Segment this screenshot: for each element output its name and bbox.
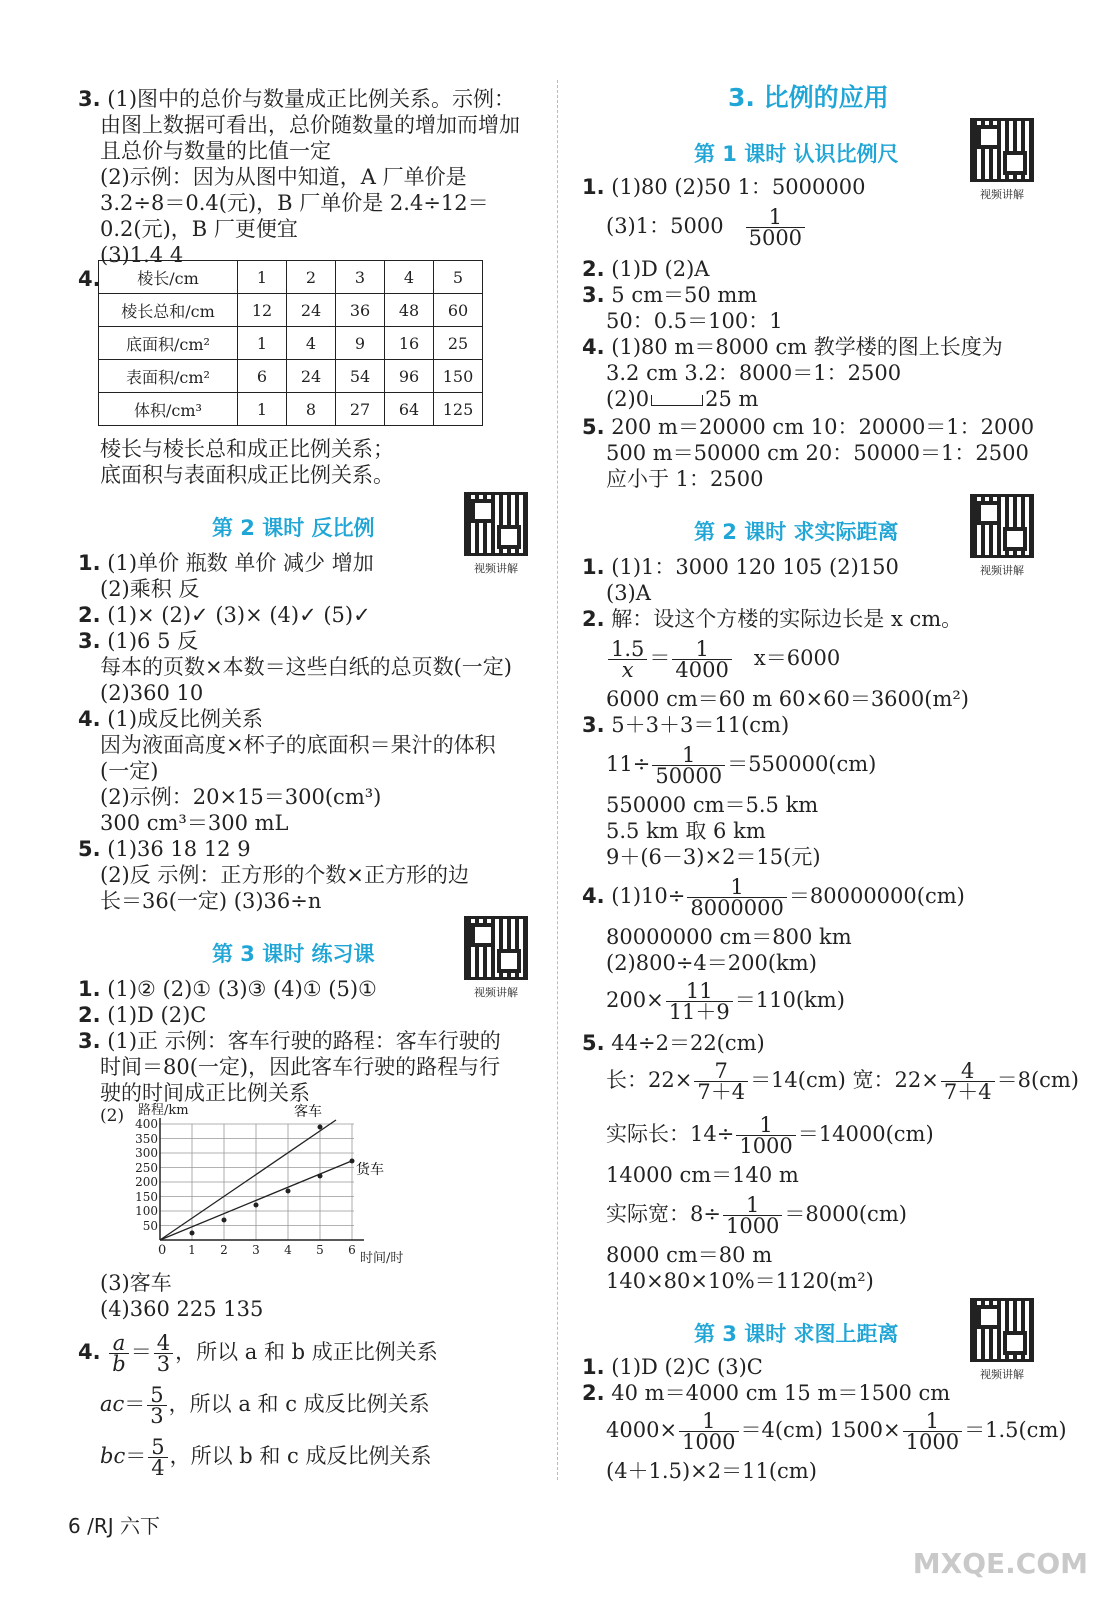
distance-time-chart: [128, 1100, 428, 1270]
section-heading-practice: 第 3 课时 练习课: [212, 942, 375, 966]
s3-a3b: 时间＝80(一定)，因此客车行驶的路程与行: [100, 1055, 501, 1079]
section-heading-inverse-proportion: 第 2 课时 反比例: [212, 516, 375, 540]
svg-text:200: 200: [135, 1175, 158, 1189]
s3-a4-line1: 4. $\frac{a}{b}$ ＝ $\frac{4}{3}$ ，所以 a 和 b 成正比例关系: [78, 1331, 438, 1376]
r1-a5b: 500 m＝50000 cm 20：50000＝1：2500: [606, 441, 1029, 465]
r2-a5: 5. 44÷2＝22(cm): [582, 1031, 765, 1055]
r3-a2d: (4＋1.5)×2＝11(cm): [606, 1459, 817, 1483]
r1-a3b: 50：0.5＝100：1: [606, 309, 783, 333]
s2-a1b: (2)乘积 反: [100, 577, 200, 601]
r2-a5h: 140×80×10%＝1120(m²): [606, 1269, 874, 1293]
s2-a3b: 每本的页数×本数＝这些白纸的总页数(一定): [100, 655, 512, 679]
r3-a2b: 4000× $\frac{1}{1000}$ ＝4(cm) 1500× $\frac{1}{1000}$ ＝1.5(cm): [606, 1409, 1067, 1454]
watermark: MXQE.COM: [912, 1547, 1088, 1580]
q3-line5: 3.2÷8＝0.4(元)，B 厂单价是 2.4÷12＝: [100, 191, 489, 215]
r1-a3: 3. 5 cm＝50 mm: [582, 283, 758, 307]
q4-note1: 棱长与棱长总和成正比例关系；: [100, 437, 394, 461]
r2-a3e: 9＋(6－3)×2＝15(元): [606, 845, 821, 869]
qr-code-icon[interactable]: [970, 118, 1034, 182]
svg-text:时间/时: 时间/时: [360, 1251, 404, 1266]
s2-a4e: 300 cm³＝300 mL: [100, 811, 289, 835]
r2-a5d: 实际长：14÷ $\frac{1}{1000}$ ＝14000(cm): [606, 1113, 934, 1158]
qr-code-icon[interactable]: [464, 492, 528, 556]
q3-line4: (2)示例：因为从图中知道，A 厂单价是: [100, 165, 467, 189]
svg-text:5: 5: [316, 1243, 324, 1257]
scale-bar: [651, 395, 703, 406]
svg-text:250: 250: [135, 1161, 158, 1175]
svg-text:100: 100: [135, 1204, 158, 1218]
s3-a1: 1. (1)② (2)① (3)③ (4)① (5)①: [78, 977, 377, 1001]
page-footer: 6 /RJ 六下: [68, 1514, 160, 1538]
q3-line2: 由图上数据可看出，总价随数量的增加而增加: [100, 113, 520, 137]
s3-a3e: (3)客车: [100, 1271, 172, 1295]
r1-a1: 1. (1)80 (2)50 1：5000000: [582, 175, 866, 199]
s3-a3f: (4)360 225 135: [100, 1297, 264, 1321]
svg-text:货车: 货车: [356, 1162, 384, 1178]
r2-a2: 2. 解：设这个方楼的实际边长是 x cm。: [582, 607, 963, 631]
r1-a4c: (2)0 25 m: [606, 387, 759, 411]
r2-a5e: 14000 cm＝140 m: [606, 1163, 799, 1187]
r1-a4: 4. (1)80 m＝8000 cm 教学楼的图上长度为: [582, 335, 1003, 359]
qr-code-icon[interactable]: [464, 916, 528, 980]
s3-a4-line3: bc＝ $\frac{5}{4}$ ，所以 b 和 c 成反比例关系: [100, 1435, 432, 1480]
chapter-title: 3. 比例的应用: [728, 83, 889, 112]
svg-text:3: 3: [252, 1243, 260, 1257]
q3-line6: 0.2(元)，B 厂更便宜: [100, 217, 298, 241]
r1-a4b: 3.2 cm 3.2：8000＝1：2500: [606, 361, 902, 385]
r2-a1b: (3)A: [606, 581, 651, 605]
s2-a1: 1. (1)单价 瓶数 单价 减少 增加: [78, 551, 374, 575]
r2-a4d: 200× $\frac{11}{11+9}$ ＝110(km): [606, 979, 845, 1024]
qr-label: 视频讲解: [474, 562, 518, 575]
s3-a3d: (2): [100, 1106, 125, 1126]
svg-text:300: 300: [135, 1146, 158, 1160]
s2-a2: 2. (1)× (2)✓ (3)× (4)✓ (5)✓: [78, 603, 371, 627]
svg-text:路程/km: 路程/km: [138, 1103, 189, 1118]
s2-a5b: (2)反 示例：正方形的个数×正方形的边: [100, 863, 470, 887]
section-heading-actual-distance: 第 2 课时 求实际距离: [694, 520, 899, 544]
cube-table: 棱长/cm 1 2 3 4 5 棱长总和/cm 12 24 36 48 60 底面积/cm² 1 4 9 16 25 表面积/cm² 6 24 54 96 150 体积/cm³ 1 8 27 64 125: [98, 260, 483, 426]
r3-a1: 1. (1)D (2)C (3)C: [582, 1355, 763, 1379]
svg-text:客车: 客车: [294, 1104, 322, 1120]
section-heading-scale: 第 1 课时 认识比例尺: [694, 142, 899, 166]
q3-line1: 3. (1)图中的总价与数量成正比例关系。示例：: [78, 87, 516, 111]
qr-code-icon[interactable]: [970, 494, 1034, 558]
s2-a5: 5. (1)36 18 12 9: [78, 837, 251, 861]
column-divider: [557, 80, 558, 1480]
svg-text:400: 400: [135, 1117, 158, 1131]
r2-a3d: 5.5 km 取 6 km: [606, 819, 766, 843]
r2-a4c: (2)800÷4＝200(km): [606, 951, 817, 975]
s3-a2: 2. (1)D (2)C: [78, 1003, 207, 1027]
r2-a3b: 11÷ $\frac{1}{50000}$ ＝550000(cm): [606, 743, 877, 788]
svg-text:1: 1: [188, 1243, 196, 1257]
r2-a4: 4. (1)10÷ $\frac{1}{8000000}$ ＝80000000(cm): [582, 875, 965, 920]
q3-line3: 且总价与数量的比值一定: [100, 139, 331, 163]
svg-text:6: 6: [348, 1243, 356, 1257]
s2-a4c: (一定): [100, 759, 159, 783]
r2-a4b: 80000000 cm＝800 km: [606, 925, 852, 949]
qr-label: 视频讲解: [474, 986, 518, 999]
r2-a5g: 8000 cm＝80 m: [606, 1243, 773, 1267]
s2-a4: 4. (1)成反比例关系: [78, 707, 264, 731]
s3-a3c: 驶的时间成正比例关系: [100, 1081, 310, 1105]
r2-a5f: 实际宽：8÷ $\frac{1}{1000}$ ＝8000(cm): [606, 1193, 907, 1238]
r2-a5b: 长：22× $\frac{7}{7+4}$ ＝14(cm) 宽：22× $\frac{4}{7+4}$ ＝8(cm): [606, 1059, 1079, 1104]
s3-a4-line2: ac＝ $\frac{5}{3}$ ，所以 a 和 c 成反比例关系: [100, 1383, 430, 1428]
s2-a3c: (2)360 10: [100, 681, 204, 705]
s2-a3: 3. (1)6 5 反: [78, 629, 199, 653]
qr-label: 视频讲解: [980, 188, 1024, 201]
q4-note2: 底面积与表面积成正比例关系。: [100, 463, 394, 487]
r1-a5: 5. 200 m＝20000 cm 10：20000＝1：2000: [582, 415, 1035, 439]
r2-a2c: 6000 cm＝60 m 60×60＝3600(m²): [606, 687, 969, 711]
r2-a1: 1. (1)1：3000 120 105 (2)150: [582, 555, 899, 579]
svg-text:0: 0: [158, 1243, 167, 1258]
q4-number: 4.: [78, 267, 101, 291]
svg-text:150: 150: [135, 1190, 158, 1204]
qr-label: 视频讲解: [980, 1368, 1024, 1381]
s2-a5c: 长＝36(一定) (3)36÷n: [100, 889, 322, 913]
r3-a2: 2. 40 m＝4000 cm 15 m＝1500 cm: [582, 1381, 951, 1405]
r1-a1b: (3)1：5000 $\frac{1}{5000}$: [606, 204, 807, 248]
qr-label: 视频讲解: [980, 564, 1024, 577]
svg-text:350: 350: [135, 1132, 158, 1146]
r2-a3c: 550000 cm＝5.5 km: [606, 793, 819, 817]
svg-text:50: 50: [142, 1219, 158, 1233]
r2-a2b: $\frac{1.5}{x}$ ＝ $\frac{1}{4000}$ x＝6000: [606, 636, 840, 680]
s2-a4d: (2)示例：20×15＝300(cm³): [100, 785, 382, 809]
r1-a2: 2. (1)D (2)A: [582, 257, 710, 281]
s3-a3: 3. (1)正 示例：客车行驶的路程：客车行驶的: [78, 1029, 501, 1053]
s2-a4b: 因为液面高度×杯子的底面积＝果汁的体积: [100, 733, 496, 757]
svg-text:2: 2: [220, 1243, 228, 1257]
r2-a3: 3. 5＋3＋3＝11(cm): [582, 713, 790, 737]
qr-code-icon[interactable]: [970, 1298, 1034, 1362]
svg-text:4: 4: [284, 1243, 292, 1257]
q3-line7: (3)1.4 4: [100, 243, 184, 267]
r1-a5c: 应小于 1：2500: [606, 467, 764, 491]
section-heading-map-distance: 第 3 课时 求图上距离: [694, 1322, 899, 1346]
